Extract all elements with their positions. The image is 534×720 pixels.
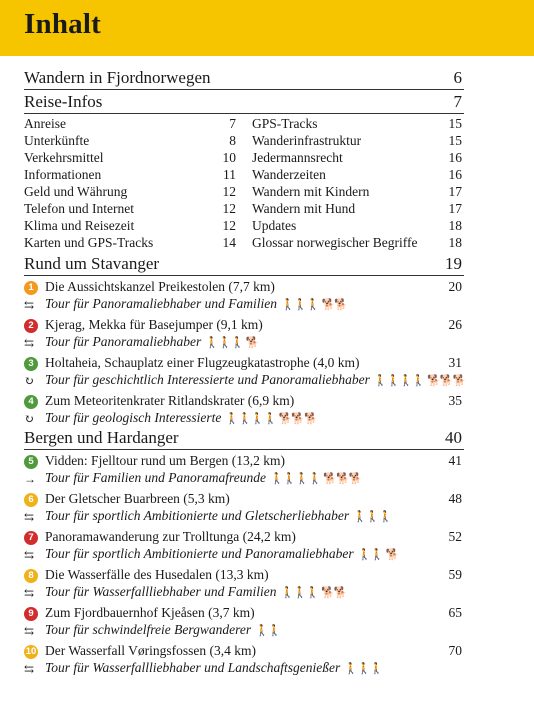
difficulty-icons: 🚶🚶🚶🚶 🐕🐕🐕 [225,412,317,425]
info-row [24,235,464,252]
tour-description-text: Tour für Panoramaliebhaber und Familien [45,296,278,311]
info-item-label[interactable]: Glossar norwegischer Begriffe [252,235,418,250]
tour-type-icon: ⇆ [24,624,35,638]
tour-title[interactable]: Der Wasserfall Vøringsfossen (3,4 km) [45,643,256,658]
tour-title-line [24,567,464,585]
info-item-label[interactable]: Wanderzeiten [252,167,326,182]
tour-desc-line [24,546,464,564]
info-item-page: 8 [229,133,236,148]
tour-page: 48 [448,491,462,506]
toc [24,64,464,680]
tour-description [45,334,259,350]
tour-number-badge: 8 [24,569,38,583]
difficulty-icons: 🚶🚶🚶🚶 🐕🐕🐕 [373,374,466,387]
page-title: Inhalt [24,8,101,40]
tour-desc-line [24,622,464,640]
tour-desc-line [24,508,464,526]
tour-desc-line [24,410,464,428]
tour-number-badge: 9 [24,607,38,621]
info-row [24,218,464,235]
tour-title-line [24,279,464,297]
tour-entry[interactable] [24,566,464,604]
info-item-page: 17 [448,184,462,199]
info-item-page: 12 [222,218,236,233]
info-row [24,167,464,184]
tour-title[interactable]: Vidden: Fjelltour rund um Bergen (13,2 km) [45,453,286,468]
tour-desc-line [24,296,464,314]
tour-page: 70 [448,643,462,658]
tour-entry[interactable] [24,316,464,354]
section-page: 7 [453,92,462,111]
difficulty-icons: 🚶🚶 [255,624,281,637]
tour-title-line [24,393,464,411]
info-item-page: 7 [229,116,236,131]
tour-page: 59 [448,567,462,582]
section-page: 40 [445,428,462,447]
info-item-label[interactable]: Wanderinfrastruktur [252,133,362,148]
tour-description [45,584,347,600]
info-item-page: 16 [448,150,462,165]
difficulty-icons: 🚶🚶🚶 [344,662,383,675]
tours-stavanger-list [24,278,464,430]
info-item-label[interactable]: Geld und Währung [24,184,128,199]
tour-description [45,410,317,426]
info-item-page: 17 [448,201,462,216]
tour-page: 65 [448,605,462,620]
tours-bergen-list [24,452,464,680]
info-item-page: 18 [448,218,462,233]
difficulty-icons: 🚶🚶 🐕 [357,548,399,561]
difficulty-icons: 🚶🚶🚶 🐕 [205,336,259,349]
info-item-page: 16 [448,167,462,182]
tour-title-line [24,529,464,547]
tour-type-icon: → [24,472,36,486]
tour-description-text: Tour für sportlich Ambitionierte und Panoramaliebhaber [45,546,354,561]
difficulty-icons: 🚶🚶🚶 🐕🐕 [280,586,347,599]
tour-title-line [24,317,464,335]
tour-number-badge: 6 [24,493,38,507]
tour-description [45,372,465,388]
tour-title[interactable]: Die Wasserfälle des Husedalen (13,3 km) [45,567,269,582]
tour-desc-line [24,334,464,352]
info-item-label[interactable]: Jedermannsrecht [252,150,343,165]
tour-description [45,660,382,676]
tour-description [45,470,361,486]
tour-entry[interactable] [24,392,464,430]
tour-description-text: Tour für Panoramaliebhaber [45,334,202,349]
info-item-label[interactable]: Telefon und Internet [24,201,135,216]
tour-description [45,296,347,312]
tour-page: 26 [448,317,462,332]
tour-page: 31 [448,355,462,370]
section-page: 6 [453,68,462,87]
info-item-page: 18 [448,235,462,250]
difficulty-icons: 🚶🚶🚶🚶 🐕🐕🐕 [270,472,362,485]
section-page: 19 [445,254,462,273]
tour-title[interactable]: Der Gletscher Buarbreen (5,3 km) [45,491,230,506]
info-item-label[interactable]: Anreise [24,116,66,131]
tour-description-text: Tour für geschichtlich Interessierte und Panoramaliebhaber [45,372,370,387]
tour-number-badge: 1 [24,281,38,295]
info-item-page: 15 [448,133,462,148]
tour-page: 41 [448,453,462,468]
tour-type-icon: ⇆ [24,586,35,600]
info-item-page: 14 [222,235,236,250]
tour-number-badge: 2 [24,319,38,333]
info-row [24,184,464,201]
section-bergen[interactable] [24,430,464,450]
info-item-label[interactable]: Updates [252,218,297,233]
reise-infos-list [24,116,464,252]
tour-title[interactable]: Kjerag, Mekka für Basejumper (9,1 km) [45,317,263,332]
info-item-label[interactable]: GPS-Tracks [252,116,318,131]
tour-type-icon: ⇆ [24,662,35,676]
tour-type-icon: ⇆ [24,548,35,562]
tour-entry[interactable] [24,604,464,642]
difficulty-icons: 🚶🚶🚶 🐕🐕 [281,298,347,311]
info-row [24,150,464,167]
tour-entry[interactable] [24,528,464,566]
info-row [24,133,464,150]
tour-description-text: Tour für geologisch Interessierte [45,410,222,425]
tour-page: 52 [448,529,462,544]
tour-title-line [24,491,464,509]
tour-title[interactable]: Holtaheia, Schauplatz einer Flugzeugkatastrophe (4,0 km) [45,355,360,370]
tour-title-line [24,605,464,623]
tour-desc-line [24,470,464,488]
section-title: Rund um Stavanger [24,254,160,273]
info-item-label[interactable]: Verkehrsmittel [24,150,104,165]
tour-desc-line [24,584,464,602]
info-item-label[interactable]: Wandern mit Kindern [252,184,370,199]
tour-description [45,622,281,638]
tour-page: 35 [448,393,462,408]
tour-type-icon: ↻ [24,374,35,388]
tour-description-text: Tour für Familien und Panoramafreunde [45,470,267,485]
tour-description-text: Tour für Wasserfallliebhaber und Landschaftsgenießer [45,660,341,675]
section-title: Reise-Infos [24,92,103,111]
info-item-label[interactable]: Klima und Reisezeit [24,218,135,233]
info-item-label[interactable]: Wandern mit Hund [252,201,356,216]
tour-desc-line [24,660,464,678]
tour-type-icon: ⇆ [24,336,35,350]
tour-title[interactable]: Panoramawanderung zur Trolltunga (24,2 km) [45,529,296,544]
tour-description [45,508,391,524]
tour-page: 20 [448,279,462,294]
tour-type-icon: ⇆ [24,298,35,312]
tour-title-line [24,355,464,373]
info-item-label[interactable]: Karten und GPS-Tracks [24,235,154,250]
section-wandern[interactable] [24,70,464,90]
tour-entry[interactable] [24,278,464,316]
info-item-label[interactable]: Unterkünfte [24,133,90,148]
tour-number-badge: 3 [24,357,38,371]
tour-title[interactable]: Zum Fjordbauernhof Kjeåsen (3,7 km) [45,605,255,620]
tour-number-badge: 7 [24,531,38,545]
tour-title-line [24,643,464,661]
tour-type-icon: ⇆ [24,510,35,524]
tour-entry[interactable] [24,642,464,680]
info-row [24,116,464,133]
tour-description [45,546,398,562]
tour-title[interactable]: Zum Meteoritenkrater Ritlandskrater (6,9 km) [45,393,295,408]
tour-type-icon: ↻ [24,412,35,426]
tour-description-text: Tour für schwindelfreie Bergwanderer [45,622,252,637]
info-item-page: 10 [222,150,236,165]
info-item-page: 12 [222,184,236,199]
header-bar [0,0,534,56]
tour-number-badge: 4 [24,395,38,409]
tour-entry[interactable] [24,452,464,490]
info-item-page: 15 [448,116,462,131]
info-item-label[interactable]: Informationen [24,167,102,182]
info-item-page: 11 [223,167,236,182]
tour-title-line [24,453,464,471]
tour-title[interactable]: Die Aussichtskanzel Preikestolen (7,7 km) [45,279,275,294]
info-item-page: 12 [222,201,236,216]
section-title: Bergen und Hardanger [24,428,179,447]
tour-entry[interactable] [24,490,464,528]
section-title: Wandern in Fjordnorwegen [24,68,211,87]
info-row [24,201,464,218]
tour-desc-line [24,372,464,390]
tour-number-badge: 5 [24,455,38,469]
section-reise-infos[interactable] [24,94,464,114]
difficulty-icons: 🚶🚶🚶 [353,510,392,523]
tour-description-text: Tour für Wasserfallliebhaber und Familien [45,584,277,599]
section-stavanger[interactable] [24,256,464,276]
tour-number-badge: 10 [25,646,37,657]
tour-description-text: Tour für sportlich Ambitionierte und Gletscherliebhaber [45,508,350,523]
tour-entry[interactable] [24,354,464,392]
